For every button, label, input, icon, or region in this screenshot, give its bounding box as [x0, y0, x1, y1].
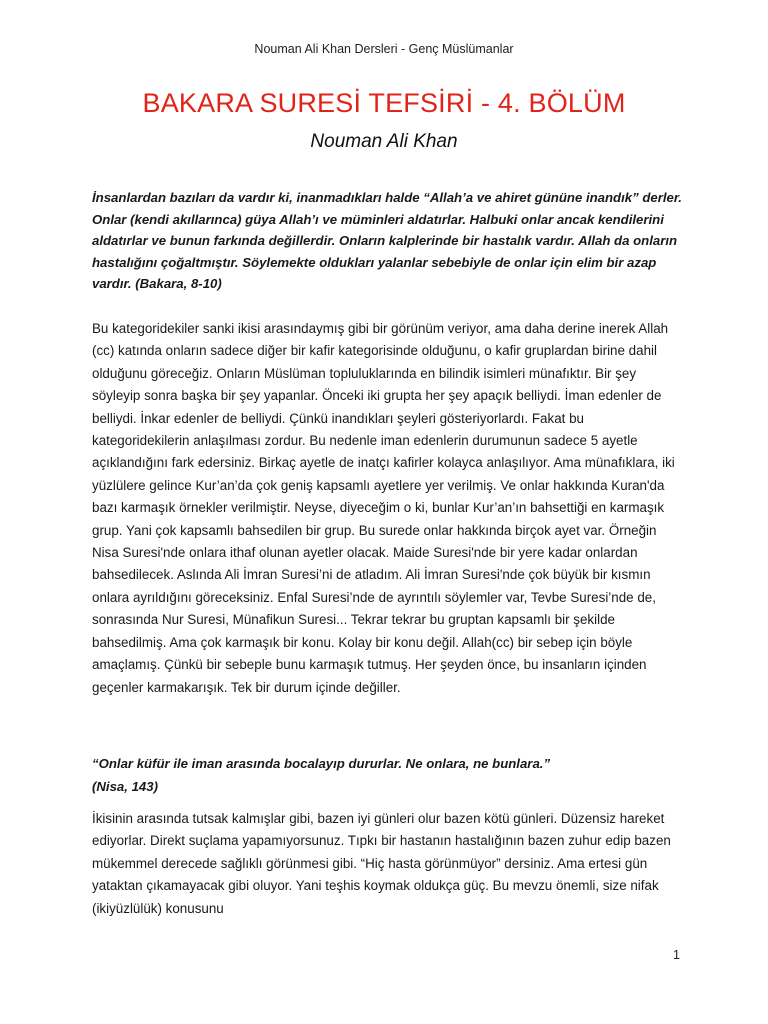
quote-text: “Onlar küfür ile iman arasında bocalayıp dururlar. Ne onlara, ne bunlara.” — [92, 756, 551, 771]
quote-reference: (Nisa, 143) — [92, 779, 158, 794]
author-name: Nouman Ali Khan — [310, 131, 458, 152]
body-paragraph-1: Bu kategoridekiler sanki ikisi arasındaymış gibi bir görünüm veriyor, ama daha derine inerek Allah (cc) katında onların sadece diğer bir kafir kategorisinde olduğunu, o kafir gruplardan birine dahil olduğunu göreceğiz. Onların Müslüman topluluklarında en bilindik isimleri münafıktır. Bir şey söyleyip sonra başka bir şey yapanlar. Önceki iki grupta her şey apaçık belliydi. İman edenler de belliydi. İnkar edenler de belliydi. Çünkü inandıkları şeyleri gösteriyorlardı. Fakat bu kategoridekilerin anlaşılması zordur. Bu nedenle iman edenlerin durumunun sadece 5 ayetle açıklandığını fark edersiniz. Birkaç ayetle de inatçı kafirler kolayca anlaşılıyor. Ama münafıklara, iki yüzlülere gelince Kur’an’da çok geniş kapsamlı ayetlere yer verilmiş. Ve onlar hakkında Kuran'da bazı karmaşık örnekler verilmiştir. Neyse, diyeceğim o ki, bunlar Kur’an’ın bahsettiği en karmaşık grup. Yani çok kapsamlı bahsedilen bir grup. Bu surede onlar hakkında birçok ayet var. Örneğin Nisa Suresi'nde onlara ithaf olunan ayetler olacak. Maide Suresi'nde bir yere kadar onlardan bahsedilecek. Aslında Ali İmran Suresi’ni de atladım. Ali İmran Suresi'nde çok büyük bir kısmın onlara ayrıldığını göreceksiniz. Enfal Suresi’nde de ayrıntılı söylemler var, Tevbe Suresi’nde de, sonrasında Nur Suresi, Münafikun Suresi... Tekrar tekrar bu gruptan kapsamlı bir şekilde bahsedilmiş. Ama çok karmaşık bir konu. Kolay bir konu değil. Allah(cc) bir sebep için böyle amaçlamış. Çünkü bir sebeple bunu karmaşık tutmuş. Her şeyden önce, bu insanların içinden geçenler karmakarışık. Tek bir durum içinde değiller. — [92, 321, 675, 695]
page-number: 1 — [673, 948, 680, 962]
document-title: BAKARA SURESİ TEFSİRİ - 4. BÖLÜM — [142, 88, 626, 118]
body-paragraph-2: İkisinin arasında tutsak kalmışlar gibi, bazen iyi günleri olur bazen kötü günleri. Düzensiz hareket ediyorlar. Direkt suçlama yapamıyorsunuz. Tıpkı bir hastanın hastalığının bazen zuhur edip bazen mükemmel derecede sağlıklı görünmesi gibi. “Hiç hasta görünmüyor” dersiniz. Ama ertesi gün yataktan çıkamayacak gibi oluyor. Yani teşhis koymak oldukça güç. Bu mevzu önemli, size nifak (ikiyüzlülük) konusunu — [92, 811, 671, 916]
running-header: Nouman Ali Khan Dersleri - Genç Müslümanlar — [254, 42, 514, 56]
quote-block — [92, 752, 682, 798]
opening-verse: İnsanlardan bazıları da vardır ki, inanmadıkları halde “Allah’a ve ahiret gününe inandık” derler. Onlar (kendi akıllarınca) güya Allah’ı ve müminleri aldatırlar. Halbuki onlar ancak kendilerini aldatırlar ve bunun farkında değillerdir. Onların kalplerinde bir hastalık vardır. Allah da onların hastalığını çoğaltmıştır. Söylemekte oldukları yalanlar sebebiyle de onlar için elim bir azap vardır. (Bakara, 8-10) — [92, 190, 682, 291]
